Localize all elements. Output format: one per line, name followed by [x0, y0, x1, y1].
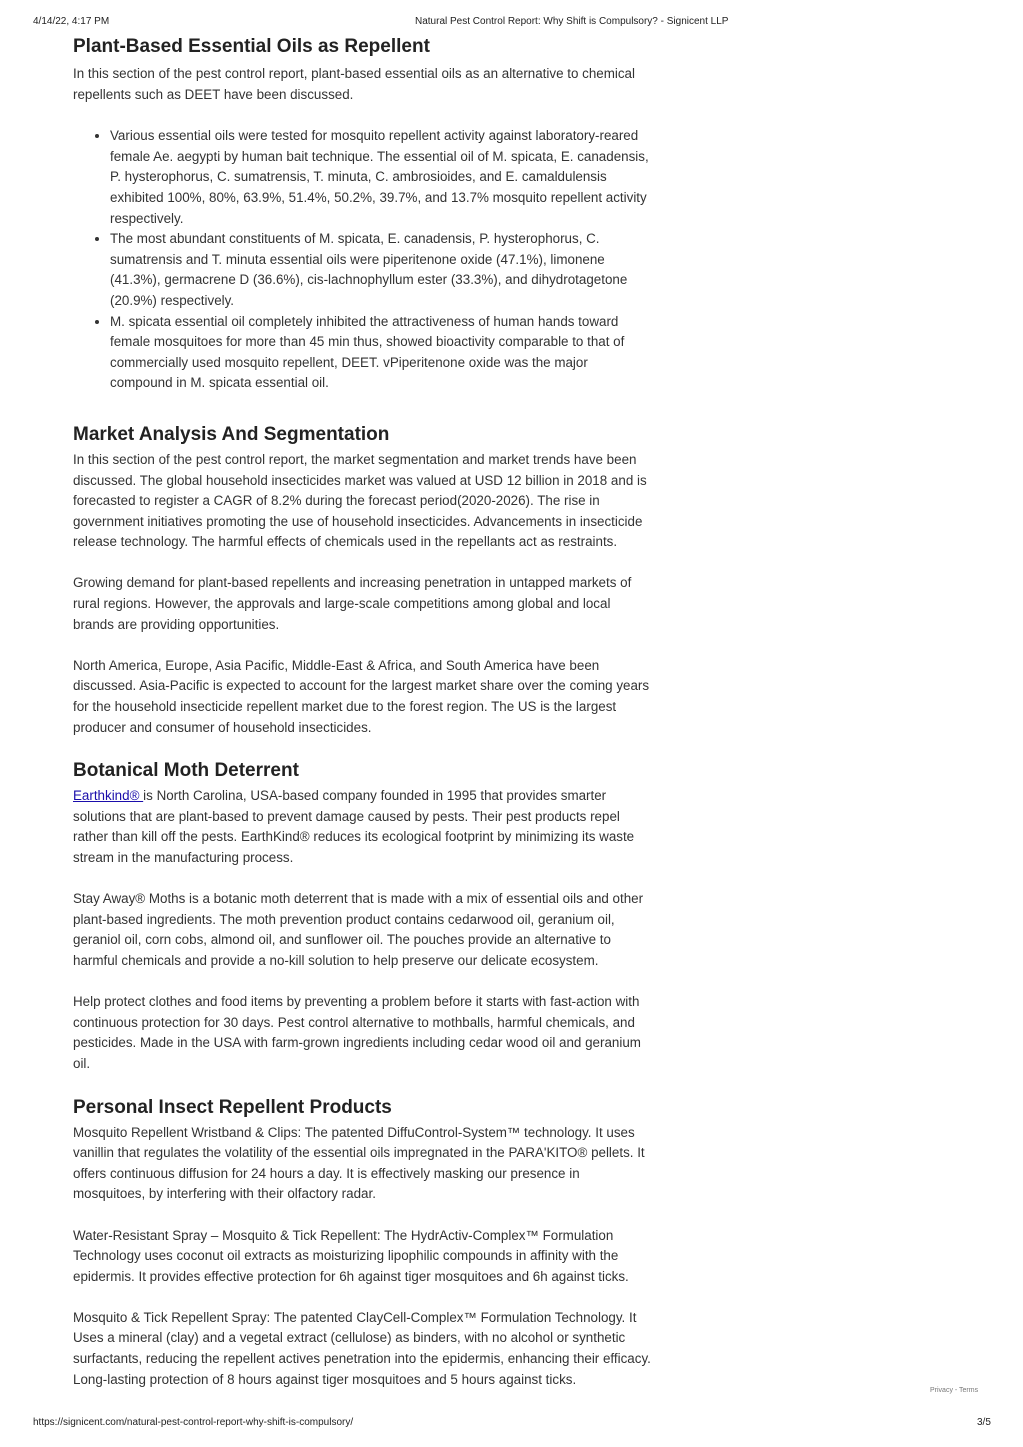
print-datetime: 4/14/22, 4:17 PM: [33, 16, 110, 27]
paragraph: [73, 786, 653, 868]
section-market-analysis: [73, 422, 653, 738]
list-item: • Various essential oils were tested for mosquito repellent activity against laboratory-reared female Ae. aegypti by human bait technique. The essential oil of M. spicata, E. canadensis, P. hysterophorus, C. sumatrensis, T. minuta, C. ambrosioides, and E. camaldulensis exhibited 100%, 80%, 63.9%, 51.4%, 50.2%, 39.7%, and 13.7% mosquito repellent activity respectively.: [110, 126, 653, 229]
paragraph: In this section of the pest control report, the market segmentation and market trends have been discussed. The global household insecticides market was valued at USD 12 billion in 2018 and is forecasted to register a CAGR of 8.2% during the forecast period(2020-2026). The rise in government initiatives promoting the use of household insecticides. Advancements in insecticide release technology. The harmful effects of chemicals used in the repellants act as restraints.: [73, 451, 647, 550]
list-item: • The most abundant constituents of M. spicata, E. canadensis, P. hysterophorus, C. sumatrensis and T. minuta essential oils were piperitenone oxide (47.1%), limonene (41.3%), germacrene D (36.6%), cis-lachnophyllum ester (33.3%), and dihydrotagetone (20.9%) respectively.: [110, 229, 653, 311]
paragraph: Help protect clothes and food items by preventing a problem before it starts with fast-action with continuous protection for 30 days. Pest control alternative to mothballs, harmful chemicals, and pesticides. Made in the USA with farm-grown ingredients including cedar wood oil and geranium oil.: [73, 994, 641, 1071]
paragraph: In this section of the pest control report, plant-based essential oils as an alternative to chemical repellents such as DEET have been discussed.: [73, 66, 635, 102]
section-heading: Personal Insect Repellent Products: [73, 1096, 392, 1118]
print-page-title: Natural Pest Control Report: Why Shift is Compulsory? - Signicent LLP: [415, 16, 729, 27]
earthkind-link[interactable]: Earthkind®: [73, 788, 144, 804]
section-heading: Plant-Based Essential Oils as Repellent: [73, 36, 430, 57]
section-heading: Market Analysis And Segmentation: [73, 423, 390, 445]
recaptcha-privacy-terms[interactable]: Privacy - Terms: [930, 1387, 979, 1394]
list-item: • M. spicata essential oil completely inhibited the attractiveness of human hands toward female mosquitoes for more than 45 min thus, showed bioactivity comparable to that of commercially used mosquito repellent, DEET. vPiperitenone oxide was the major compound in M. spicata essential oil.: [110, 312, 653, 394]
bullet-list: [73, 126, 653, 394]
paragraph: Mosquito Repellent Wristband & Clips: The patented DiffuControl-System™ technology. It uses vanillin that regulates the volatility of the essential oils impregnated in the PARA'KITO® pellets. It offers continuous diffusion for 24 hours a day. It is effectively masking our presence in mosquitoes, by interfering with their olfactory radar.: [73, 1124, 645, 1202]
paragraph: North America, Europe, Asia Pacific, Middle-East & Africa, and South America have been discussed. Asia-Pacific is expected to account for the largest market share over the coming years for the household insecticide repellent market due to the forest region. The US is the largest producer and consumer of household insecticides.: [73, 657, 650, 735]
section-heading: Botanical Moth Deterrent: [73, 760, 299, 782]
paragraph: Stay Away® Moths is a botanic moth deterrent that is made with a mix of essential oils and other plant-based ingredients. The moth prevention product contains cedarwood oil, geranium oil, geraniol oil, corn cobs, almond oil, and sunflower oil. The pouches provide an alternative to harmful chemicals and provide a no-kill solution to help preserve our delicate ecosystem.: [73, 891, 644, 968]
article-content: [73, 34, 653, 1390]
section-moth-deterrent: [73, 758, 653, 1074]
print-url: https://signicent.com/natural-pest-control-report-why-shift-is-compulsory/: [33, 1417, 354, 1428]
paragraph: Growing demand for plant-based repellents and increasing penetration in untapped markets of rural regions. However, the approvals and large-scale competitions among global and local brands are providing opportunities.: [73, 575, 632, 632]
paragraph: Water-Resistant Spray – Mosquito & Tick Repellent: The HydrActiv-Complex™ Formulation Technology uses coconut oil extracts as moisturizing lipophilic compounds in affinity with the epidermis. It provides effective protection for 6h against tiger mosquitoes and 6h against ticks.: [73, 1227, 629, 1284]
print-page-number: 3/5: [977, 1417, 991, 1428]
section-personal-repellents: [73, 1095, 653, 1391]
paragraph: Mosquito & Tick Repellent Spray: The patented ClayCell-Complex™ Formulation Technology. It Uses a mineral (clay) and a vegetal extract (cellulose) as binders, with no alcohol or synthetic surfactants, reducing the repellent actives penetration into the epidermis, enhancing their efficacy. Long-lasting protection of 8 hours against tiger mosquitoes and 5 hours against ticks.: [73, 1309, 651, 1387]
paragraph-text: is North Carolina, USA-based company founded in 1995 that provides smarter solutions that are plant-based to prevent damage caused by pests. Their pest products repel rather than kill off the pests. EarthKind® reduces its ecological footprint by minimizing its waste stream in the manufacturing process.: [73, 788, 635, 865]
section-essential-oils: [73, 34, 653, 394]
